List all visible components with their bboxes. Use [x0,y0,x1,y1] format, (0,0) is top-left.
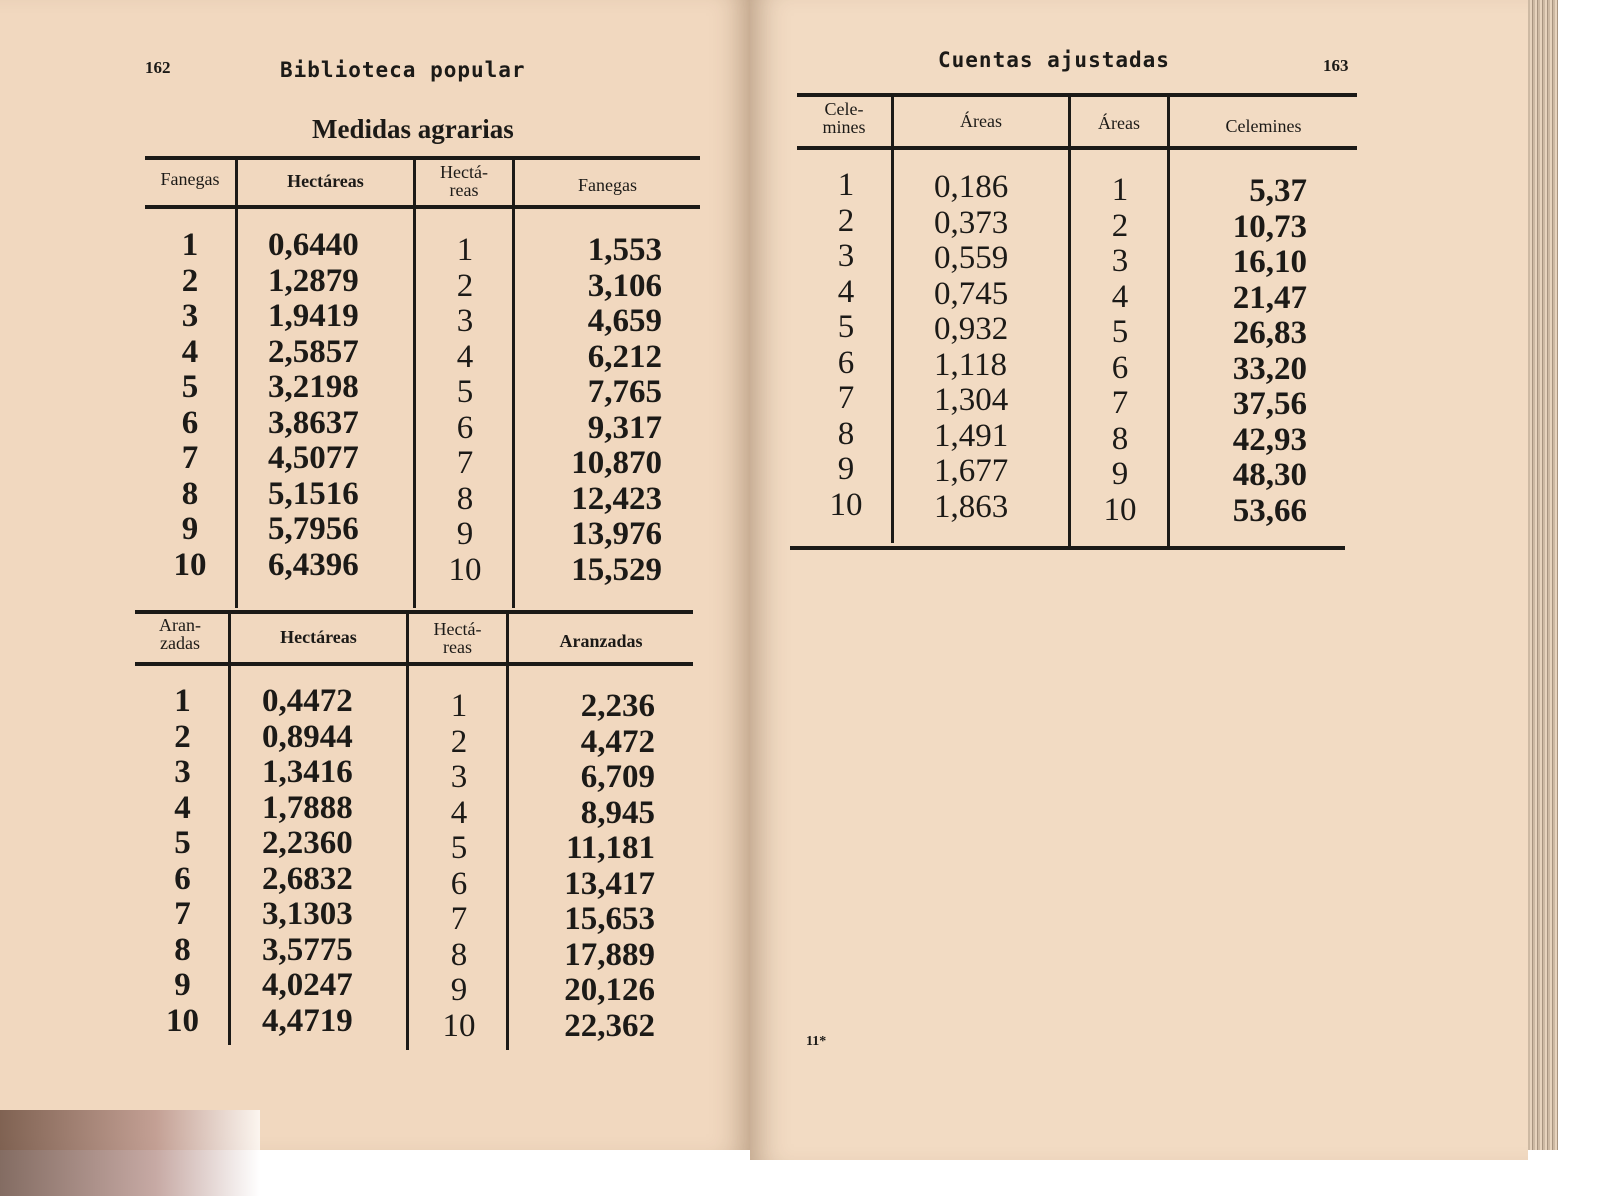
table1-header-hectareas-2: Hectá- reas [440,162,488,200]
table-cell: 3,2198 [268,369,359,405]
table-cell: 12,423 [571,480,662,517]
table1-header-rule [145,205,700,209]
table-cell: 0,745 [934,275,1009,312]
table-cell: 9,317 [587,409,662,446]
table-cell: 1,304 [934,382,1009,418]
table-cell: 0,8944 [262,718,353,755]
table-cell: 1 [181,227,199,263]
table-cell: 3 [450,759,468,795]
table-cell: 26,83 [1232,315,1307,351]
table2-divider-1 [228,610,231,1045]
table-cell: 8 [181,475,199,512]
table-cell: 33,20 [1232,350,1307,387]
table2-top-rule [135,610,693,614]
table-cell: 3,8637 [268,404,359,441]
table3-col-areas-2 [1076,173,1164,528]
table-cell: 10 [1103,491,1137,528]
table-cell: 1,863 [934,488,1009,525]
table-cell: 9 [1111,456,1129,492]
table-cell: 0,932 [934,311,1009,347]
table-cell: 10 [448,551,482,588]
table-cell: 20,126 [564,972,655,1008]
table3-col-celemines-2 [1180,174,1307,529]
left-running-head: Biblioteca popular [280,58,526,82]
table-cell: 3 [456,303,474,339]
table-cell: 15,529 [571,551,662,588]
table-cell: 7 [1111,385,1129,421]
table-cell: 8,945 [580,794,655,831]
table-cell: 1,491 [934,417,1009,454]
table1-col-hectareas [268,228,408,583]
table-cell: 6,4396 [268,546,359,583]
table-cell: 2 [1111,207,1129,244]
table-cell: 5 [837,309,855,345]
page-edges [1528,0,1558,1150]
table-cell: 9 [837,451,855,487]
table3-divider-1 [891,93,894,543]
table2-col-aranzadas [140,684,225,1039]
table-cell: 1 [174,683,191,719]
table-cell: 3 [1111,243,1129,279]
table-cell: 5 [181,369,199,405]
table-cell: 2,2360 [262,825,353,861]
table1-col-fanegas-2 [520,233,662,588]
table-cell: 3,106 [587,267,662,304]
table-cell: 3,1303 [262,896,353,932]
table-cell: 3,5775 [262,931,353,968]
table-title: Medidas agrarias [312,114,514,144]
table2-divider-2 [406,610,409,1050]
table1-divider-2 [413,156,416,608]
table-cell: 21,47 [1232,279,1307,316]
table3-bottom-rule [790,546,1345,550]
table2-col-aranzadas-2 [512,689,655,1044]
table-cell: 9 [174,967,191,1003]
table-cell: 5,1516 [268,475,359,512]
table-cell: 17,889 [564,936,655,973]
table3-divider-3 [1167,93,1170,548]
table-cell: 9 [450,972,468,1008]
table-cell: 4,472 [580,723,655,760]
table-cell: 6,212 [587,338,662,375]
table-cell: 10 [829,486,863,523]
table-cell: 5 [456,374,474,410]
table-cell: 2 [837,202,855,239]
table-cell: 1,553 [587,232,662,268]
table-cell: 0,6440 [268,227,359,263]
table-cell: 4,659 [587,303,662,339]
table-cell: 9 [456,516,474,552]
left-page-number: 162 [145,58,171,77]
bookmark-ribbon [0,1110,260,1196]
table2-header-hectareas-2: Hectá- reas [433,619,482,657]
table-cell: 4,0247 [262,967,353,1003]
table-cell: 4 [174,789,191,826]
table-cell: 1 [450,688,468,724]
table-cell: 6 [456,409,474,446]
table2-header-hectareas: Hectáreas [280,627,357,647]
table-cell: 8 [1111,420,1129,457]
table-cell: 10,870 [571,445,662,481]
table1-divider-1 [235,156,238,608]
table-cell: 2,6832 [262,860,353,897]
table-cell: 0,559 [934,240,1009,276]
table-cell: 2,5857 [268,333,359,370]
table3-header-rule [797,146,1357,150]
table-cell: 1 [1111,172,1129,208]
table2-header-aranzadas: Aran- zadas [159,615,201,653]
table-cell: 5,37 [1249,173,1307,209]
table-cell: 7 [181,440,199,476]
table2-header-rule [135,662,693,666]
table3-top-rule [797,93,1357,97]
table-cell: 1,7888 [262,789,353,826]
table2-header-aranzadas-2: Aranzadas [559,631,643,651]
table1-col-hectareas-2 [420,233,510,588]
table-cell: 16,10 [1232,244,1307,280]
table-cell: 10 [166,1002,199,1039]
table-cell: 8 [450,936,468,973]
table-cell: 6 [174,860,191,897]
table-cell: 8 [174,931,191,968]
table-cell: 6 [450,865,468,902]
table-cell: 7 [456,445,474,481]
table-cell: 1,118 [934,346,1008,383]
table-cell: 7 [450,901,468,937]
table-cell: 2 [181,262,199,299]
table3-divider-2 [1068,93,1071,548]
table-cell: 4,5077 [268,440,359,476]
table-cell: 10 [442,1007,476,1044]
table-cell: 6 [837,344,855,381]
table-cell: 5 [174,825,191,861]
table-cell: 4 [450,794,468,831]
table1-header-hectareas: Hectáreas [287,171,364,191]
table-cell: 1,677 [934,453,1009,489]
right-running-head: Cuentas ajustadas [938,48,1170,72]
table-cell: 13,417 [564,865,655,902]
table-cell: 7,765 [587,374,662,410]
table-cell: 6 [181,404,199,441]
table-cell: 37,56 [1232,386,1307,422]
table-cell: 10 [173,546,207,583]
table3-header-celemines: Cele- mines [822,99,866,137]
table3-header-celemines-2: Celemines [1225,116,1302,136]
table-cell: 10,73 [1232,208,1307,245]
table-cell: 5,7956 [268,511,359,547]
table1-header-fanegas: Fanegas [160,169,220,189]
table-cell: 8 [837,415,855,452]
table-cell: 5 [450,830,468,866]
table-cell: 0,4472 [262,683,353,719]
table-cell: 4 [181,333,199,370]
table-cell: 53,66 [1232,492,1307,529]
table1-header-fanegas-2: Fanegas [578,175,637,195]
table2-col-hectareas-2 [414,689,504,1044]
table-cell: 13,976 [571,516,662,552]
table-cell: 1 [456,232,474,268]
table-cell: 0,373 [934,204,1009,241]
table1-top-rule [145,156,700,160]
table3-col-celemines [805,168,887,523]
table-cell: 6,709 [580,759,655,795]
table-cell: 3 [837,238,855,274]
table-cell: 0,186 [934,169,1009,205]
table-cell: 5 [1111,314,1129,350]
right-page-number: 163 [1323,56,1349,75]
table-cell: 8 [456,480,474,517]
table-cell: 2 [450,723,468,760]
table-cell: 2 [174,718,191,755]
table-cell: 1,2879 [268,262,359,299]
table-cell: 1,3416 [262,754,353,790]
table-cell: 11,181 [566,830,655,866]
table-cell: 1 [837,167,855,203]
table3-col-areas [934,170,1064,525]
table3-header-areas: Áreas [960,111,1002,131]
table-cell: 42,93 [1232,421,1307,458]
table-cell: 9 [181,511,199,547]
table1-divider-3 [512,156,515,608]
table-cell: 7 [174,896,191,932]
table-cell: 4 [456,338,474,375]
table-cell: 7 [837,380,855,416]
table2-divider-3 [506,610,509,1050]
table-cell: 1,9419 [268,298,359,334]
table-cell: 6 [1111,349,1129,386]
left-page [0,0,750,1150]
table-cell: 4 [1111,278,1129,315]
table-cell: 3 [174,754,191,790]
table-cell: 3 [181,298,199,334]
signature-mark: 11* [806,1034,827,1049]
table3-header-areas-2: Áreas [1098,113,1140,133]
table-cell: 2 [456,267,474,304]
table1-col-fanegas [150,228,230,583]
table-cell: 48,30 [1232,457,1307,493]
table-cell: 4,4719 [262,1002,353,1039]
table-cell: 22,362 [564,1007,655,1044]
right-page [750,0,1528,1160]
table2-col-hectareas [262,684,402,1039]
table-cell: 4 [837,273,855,310]
table-cell: 15,653 [564,901,655,937]
table-cell: 2,236 [580,688,655,724]
